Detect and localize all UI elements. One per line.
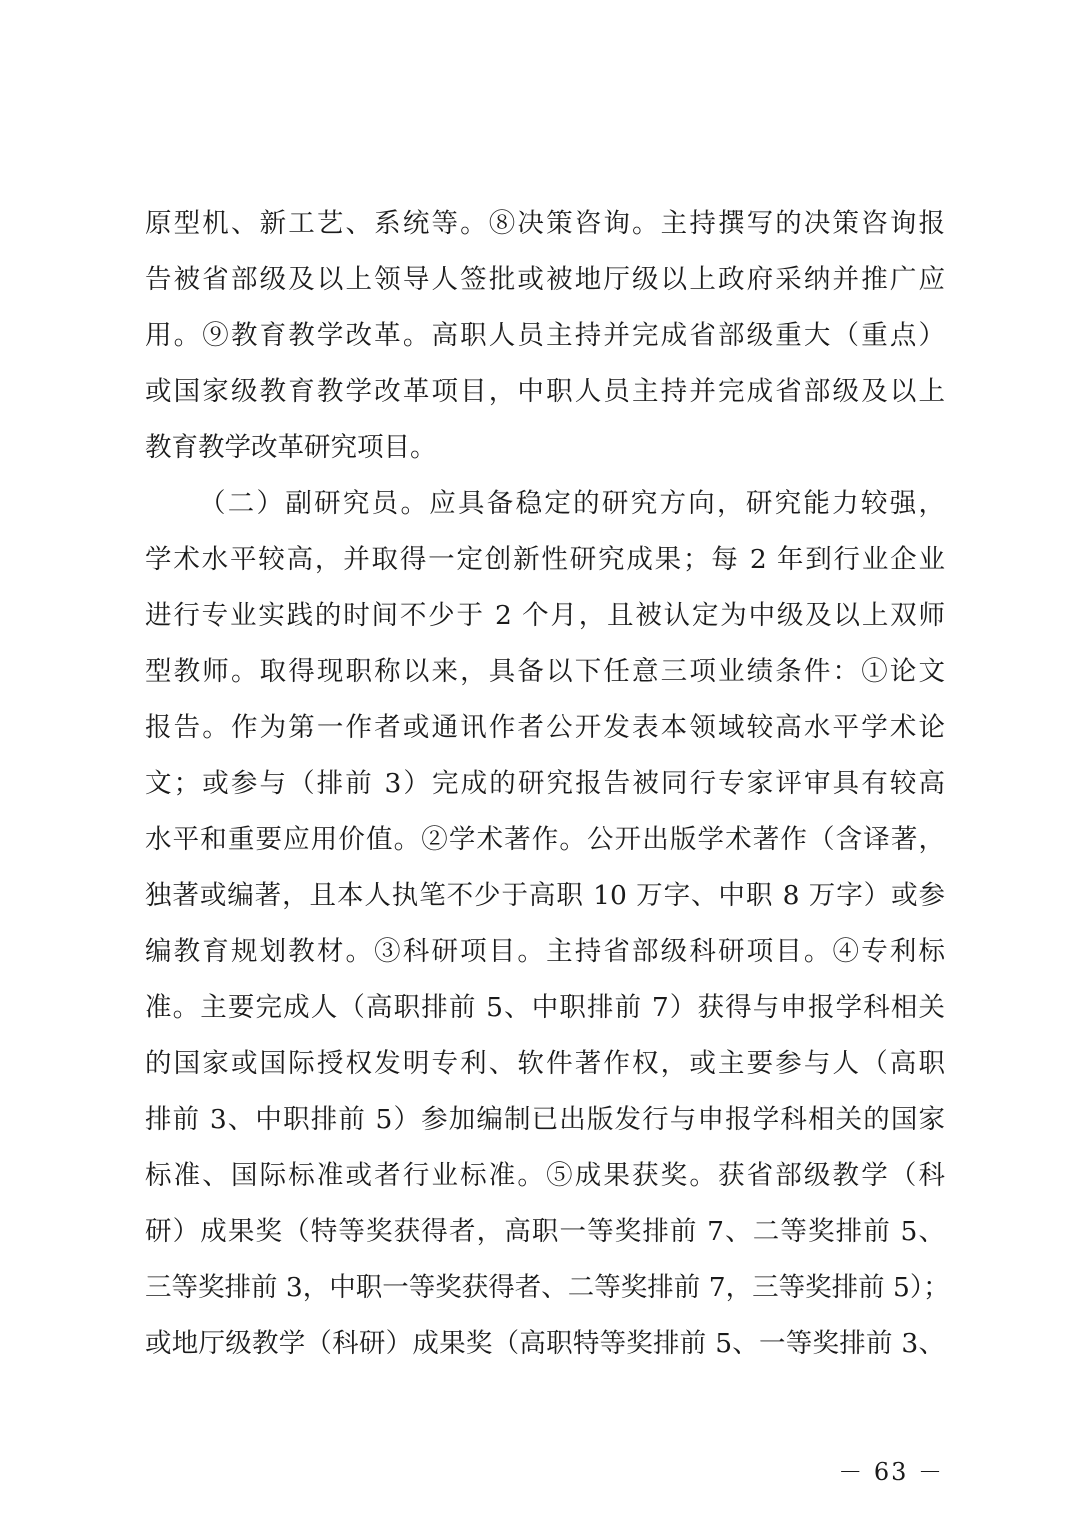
text-line: 报告。作为第一作者或通讯作者公开发表本领域较高水平学术论 <box>145 712 945 743</box>
text-line: 进行专业实践的时间不少于 2 个月，且被认定为中级及以上双师 <box>145 600 945 631</box>
text-line: 文；或参与（排前 3）完成的研究报告被同行专家评审具有较高 <box>145 768 945 799</box>
text-line: 编教育规划教材。③科研项目。主持省部级科研项目。④专利标 <box>145 936 945 967</box>
text-line: 三等奖排前 3，中职一等奖获得者、二等奖排前 7，三等奖排前 5）； <box>145 1272 950 1303</box>
text-line: 研）成果奖（特等奖获得者，高职一等奖排前 7、二等奖排前 5、 <box>145 1216 945 1247</box>
text-line: 独著或编著，且本人执笔不少于高职 10 万字、中职 8 万字）或参 <box>145 880 945 911</box>
text-line: （二）副研究员。应具备稳定的研究方向，研究能力较强， <box>199 488 945 519</box>
text-line: 水平和重要应用价值。②学术著作。公开出版学术著作（含译著， <box>145 824 945 855</box>
text-line: 排前 3、中职排前 5）参加编制已出版发行与申报学科相关的国家 <box>145 1104 945 1135</box>
text-line: 型教师。取得现职称以来，具备以下任意三项业绩条件：①论文 <box>145 656 945 687</box>
text-line: 或国家级教育教学改革项目，中职人员主持并完成省部级及以上 <box>145 376 945 407</box>
text-line: 教育教学改革研究项目。 <box>145 432 437 463</box>
text-line: 准。主要完成人（高职排前 5、中职排前 7）获得与申报学科相关 <box>145 992 945 1023</box>
text-line: 的国家或国际授权发明专利、软件著作权，或主要参与人（高职 <box>145 1048 945 1079</box>
text-line: 学术水平较高，并取得一定创新性研究成果；每 2 年到行业企业 <box>145 544 945 575</box>
text-line: 或地厅级教学（科研）成果奖（高职特等奖排前 5、一等奖排前 3、 <box>145 1328 945 1359</box>
page-number: － 63 － <box>838 1458 944 1486</box>
text-line: 告被省部级及以上领导人签批或被地厅级以上政府采纳并推广应 <box>145 264 945 295</box>
text-line: 原型机、新工艺、系统等。⑧决策咨询。主持撰写的决策咨询报 <box>145 208 945 239</box>
text-line: 标准、国际标准或者行业标准。⑤成果获奖。获省部级教学（科 <box>145 1160 945 1191</box>
text-line: 用。⑨教育教学改革。高职人员主持并完成省部级重大（重点） <box>145 320 945 351</box>
body-text <box>145 196 950 1372</box>
